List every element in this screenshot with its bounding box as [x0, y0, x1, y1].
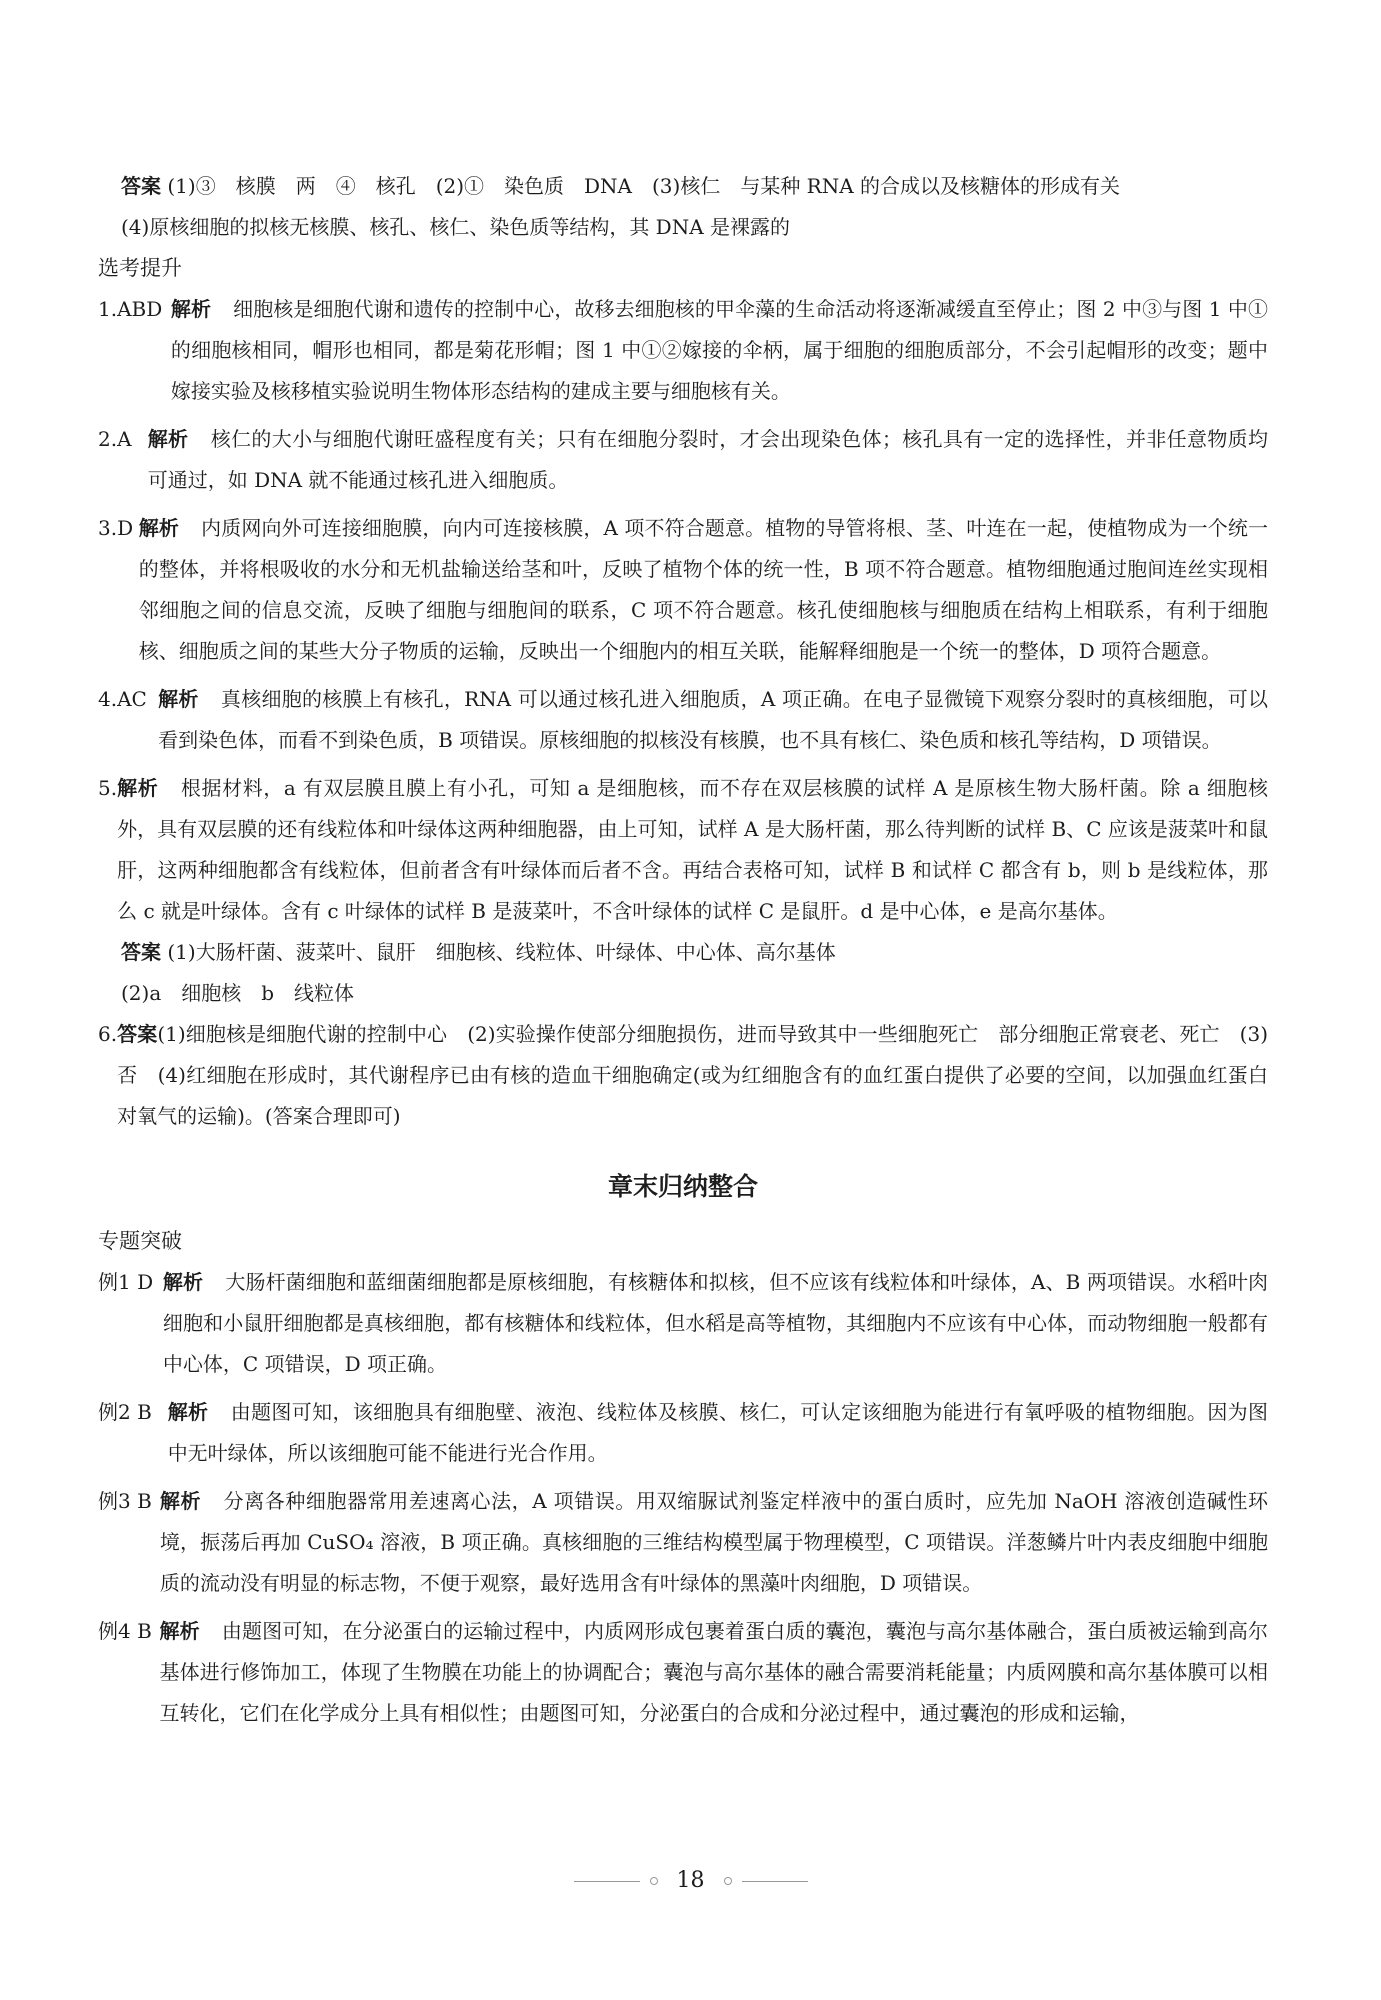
- question-number: 6.: [98, 1022, 118, 1046]
- analysis-label: 解析: [147, 427, 189, 451]
- question-item-4: [98, 679, 1268, 761]
- answer-label: 答案: [117, 1022, 158, 1046]
- example-item-2: [98, 1392, 1268, 1474]
- footer-rule-left: [574, 1881, 640, 1882]
- analysis-text: 分离各种细胞器常用差速离心法，A 项错误。用双缩脲试剂鉴定样液中的蛋白质时，应先加 NaOH 溶液创造碱性环境，振荡后再加 CuSO₄ 溶液，B 项正确。真核细胞的三维结构模型属于物理模型，C 项错误。洋葱鳞片叶内表皮细胞中细胞质的流动没有明显的标志物，不便于观察，最好选用含有叶绿体的黑藻叶肉细胞，D 项错误。: [159, 1489, 1269, 1595]
- example-item-1: [98, 1262, 1268, 1385]
- analysis-text: 由题图可知，该细胞具有细胞壁、液泡、线粒体及核膜、核仁，可认定该细胞为能进行有氧呼吸的植物细胞。因为图中无叶绿体，所以该细胞可能不能进行光合作用。: [167, 1400, 1269, 1465]
- footer-dot-left: [650, 1877, 658, 1885]
- item5-answer-row-2: [98, 973, 1268, 1014]
- analysis-label: 解析: [162, 1270, 204, 1294]
- analysis-text: 根据材料，a 有双层膜且膜上有小孔，可知 a 是细胞核，而不存在双层核膜的试样 A 是原核生物大肠杆菌。除 a 细胞核外，具有双层膜的还有线粒体和叶绿体这两种细胞器，由上可知，试样 A 是大肠杆菌，那么待判断的试样 B、C 应该是菠菜叶和鼠肝，这两种细胞都含有线粒体，但前者含有叶绿体而后者不含。再结合表格可知，试样 B 和试样 C 都含有 b，则 b 是线粒体，那么 c 就是叶绿体。含有 c 叶绿体的试样 B 是菠菜叶，不含叶绿体的试样 C 是鼠肝。d 是中心体，e 是高尔基体。: [117, 776, 1269, 923]
- analysis-label: 解析: [159, 1619, 200, 1643]
- analysis-label: 解析: [167, 1400, 209, 1424]
- question-number: 5.: [98, 776, 118, 800]
- answer-line-1: (1)③ 核膜 两 ④ 核孔 (2)① 染色质 DNA (3)核仁 与某种 RNA 的合成以及核糖体的形成有关: [167, 174, 1121, 198]
- example-item-3: [98, 1481, 1268, 1604]
- example-number: 例4 B: [98, 1619, 152, 1643]
- question-number: 3.D: [98, 516, 134, 540]
- answer-label: 答案: [121, 940, 161, 964]
- item5-answer-row-1: [98, 932, 1268, 973]
- question-item-5: [98, 768, 1268, 932]
- answer-line-2-row: [98, 207, 1268, 248]
- analysis-label: 解析: [170, 297, 212, 321]
- question-number: 2.A: [98, 427, 132, 451]
- analysis-text: 内质网向外可连接细胞膜，向内可连接核膜，A 项不符合题意。植物的导管将根、茎、叶连在一起，使植物成为一个统一的整体，并将根吸收的水分和无机盐输送给茎和叶，反映了植物个体的统一性，B 项不符合题意。植物细胞通过胞间连丝实现相邻细胞之间的信息交流，反映了细胞与细胞间的联系，C 项不符合题意。核孔使细胞核与细胞质在结构上相联系，有利于细胞核、细胞质之间的某些大分子物质的运输，反映出一个细胞内的相互关联，能解释细胞是一个统一的整体，D 项符合题意。: [138, 516, 1269, 663]
- chapter-title: 章末归纳整合: [607, 1172, 758, 1201]
- footer-dot-right: [724, 1877, 732, 1885]
- analysis-text: 由题图可知，在分泌蛋白的运输过程中，内质网形成包裹着蛋白质的囊泡，囊泡与高尔基体融合，蛋白质被运输到高尔基体进行修饰加工，体现了生物膜在功能上的协调配合；囊泡与高尔基体的融合需要消耗能量；内质网膜和高尔基体膜可以相互转化，它们在化学成分上具有相似性；由题图可知，分泌蛋白的合成和分泌过程中，通过囊泡的形成和运输，: [159, 1619, 1269, 1725]
- answer-line-1: (1)大肠杆菌、菠菜叶、鼠肝 细胞核、线粒体、叶绿体、中心体、高尔基体: [167, 940, 836, 964]
- example-item-4: [98, 1611, 1268, 1734]
- question-item-3: [98, 508, 1268, 672]
- page-footer: [0, 1866, 1381, 1896]
- analysis-text: 大肠杆菌细胞和蓝细菌细胞都是原核细胞，有核糖体和拟核，但不应该有线粒体和叶绿体，A、B 两项错误。水稻叶肉细胞和小鼠肝细胞都是真核细胞，都有核糖体和线粒体，但水稻是高等植物，其细胞内不应该有中心体，而动物细胞一般都有中心体，C 项错误，D 项正确。: [162, 1270, 1268, 1376]
- answer-block: [98, 166, 1268, 207]
- question-number: 1.ABD: [98, 297, 163, 321]
- page-number: 18: [676, 1868, 705, 1893]
- analysis-label: 解析: [159, 1489, 202, 1513]
- analysis-label: 解析: [117, 776, 159, 800]
- analysis-text: 真核细胞的核膜上有核孔，RNA 可以通过核孔进入细胞质，A 项正确。在电子显微镜下观察分裂时的真核细胞，可以看到染色体，而看不到染色质，B 项错误。原核细胞的拟核没有核膜，也不具有核仁、染色质和核孔等结构，D 项错误。: [158, 687, 1268, 752]
- question-number: 4.AC: [98, 687, 147, 711]
- question-item-2: [98, 419, 1268, 501]
- analysis-label: 解析: [158, 687, 199, 711]
- page-content: [98, 166, 1268, 1734]
- answer-text: (1)细胞核是细胞代谢的控制中心 (2)实验操作使部分细胞损伤，进而导致其中一些细胞死亡 部分细胞正常衰老、死亡 (3)否 (4)红细胞在形成时，其代谢程序已由有核的造血干细胞确定(或为红细胞含有的血红蛋白提供了必要的空间，以加强血红蛋白对氧气的运输)。(答案合理即可): [117, 1022, 1268, 1128]
- example-number: 例2 B: [98, 1400, 152, 1424]
- example-number: 例1 D: [98, 1270, 154, 1294]
- footer-rule-right: [742, 1881, 808, 1882]
- question-item-1: [98, 289, 1268, 412]
- answer-label: 答案: [121, 174, 161, 198]
- analysis-label: 解析: [138, 516, 179, 540]
- analysis-text: 细胞核是细胞代谢和遗传的控制中心，故移去细胞核的甲伞藻的生命活动将逐渐减缓直至停止；图 2 中③与图 1 中①的细胞核相同，帽形也相同，都是菊花形帽；图 1 中①②嫁接的伞柄，属于细胞的细胞质部分，不会引起帽形的改变；题中嫁接实验及核移植实验说明生物体形态结构的建成主要与细胞核有关。: [170, 297, 1268, 403]
- analysis-text: 核仁的大小与细胞代谢旺盛程度有关；只有在细胞分裂时，才会出现染色体；核孔具有一定的选择性，并非任意物质均可通过，如 DNA 就不能通过核孔进入细胞质。: [147, 427, 1269, 492]
- answer-line-2: (2)a 细胞核 b 线粒体: [121, 981, 355, 1005]
- example-number: 例3 B: [98, 1489, 152, 1513]
- section-heading-topics: 专题突破: [98, 1229, 182, 1253]
- question-item-6: [98, 1014, 1268, 1137]
- section-heading-advanced: 选考提升: [98, 256, 182, 280]
- answer-line-2: (4)原核细胞的拟核无核膜、核孔、核仁、染色质等结构，其 DNA 是裸露的: [121, 215, 791, 239]
